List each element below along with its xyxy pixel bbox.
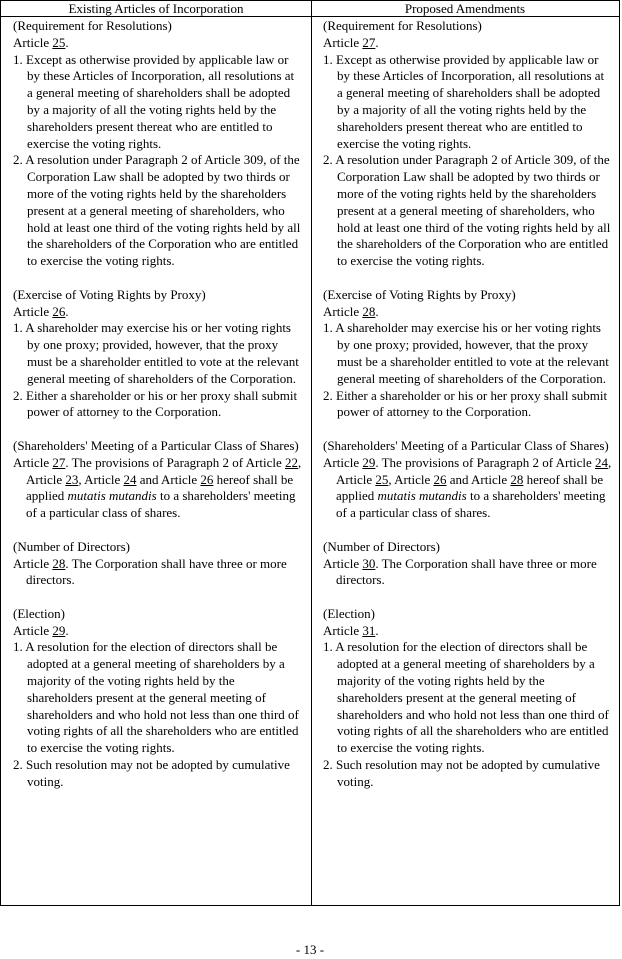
article-text: Article 29. The provisions of Paragraph 2 of Article 24, Article 25, Article 26 and Article 28 hereof shall be applied mutatis mutandis to a shareholders' meeting of a particular class of shares. <box>323 454 612 521</box>
proposed-requirement-section <box>323 18 613 270</box>
proposed-election-section <box>323 606 613 791</box>
paragraph-1: 1. A resolution for the election of directors shall be adopted at a general meeting of shareholders by a majority of the voting rights held by the shareholders present at the general meeting of shareholders and who hold not less than one third of voting rights of all the shareholders who are entitled to exercise the voting rights. <box>323 639 609 756</box>
proposed-directors-number-section <box>323 539 613 589</box>
article-number: Article 31. <box>323 622 379 638</box>
paragraph-2: 2. Either a shareholder or his or her proxy shall submit power of attorney to the Corporation. <box>13 387 298 420</box>
article-number: Article 29. <box>13 622 69 638</box>
existing-proxy-section <box>13 287 303 421</box>
paragraph-2: 2. A resolution under Paragraph 2 of Article 309, of the Corporation Law shall be adopted by two thirds or more of the voting rights held by the shareholders present at a general meeting of shareholders, who hold at least one third of the voting rights held by all the shareholders of the Corporation who are entitled to exercise the voting rights. <box>13 152 301 269</box>
existing-requirement-section <box>13 18 303 270</box>
column-divider <box>311 1 312 905</box>
paragraph-1: 1. A shareholder may exercise his or her voting rights by one proxy; provided, however, that the proxy must be a shareholder entitled to vote at the relevant general meeting of shareholders of the Corporation. <box>13 320 299 386</box>
section-heading: (Exercise of Voting Rights by Proxy) <box>13 286 206 302</box>
article-number: Article 27. <box>323 34 379 50</box>
proposed-proxy-section <box>323 287 613 421</box>
section-heading: (Election) <box>13 605 65 621</box>
paragraph-2: 2. Such resolution may not be adopted by cumulative voting. <box>323 757 600 789</box>
section-heading: (Shareholders' Meeting of a Particular Class of Shares) <box>323 437 609 453</box>
section-heading: (Requirement for Resolutions) <box>13 18 172 33</box>
existing-directors-number-section <box>13 539 303 589</box>
section-heading: (Election) <box>323 605 375 621</box>
paragraph-2: 2. Either a shareholder or his or her proxy shall submit power of attorney to the Corporation. <box>323 387 608 420</box>
existing-articles-column <box>13 18 303 807</box>
existing-class-meeting-section <box>13 438 303 522</box>
existing-election-section <box>13 606 303 791</box>
proposed-amendments-column <box>323 18 613 807</box>
proposed-column-header: Proposed Amendments <box>311 1 619 17</box>
article-text: Article 28. The Corporation shall have three or more directors. <box>13 555 287 588</box>
paragraph-2: 2. Such resolution may not be adopted by cumulative voting. <box>13 757 290 789</box>
page-number: - 13 - <box>295 942 325 957</box>
article-text: Article 30. The Corporation shall have three or more directors. <box>323 555 597 588</box>
paragraph-2: 2. A resolution under Paragraph 2 of Article 309, of the Corporation Law shall be adopted by two thirds or more of the voting rights held by the shareholders present at a general meeting of shareholders, who hold at least one third of the voting rights held by all the shareholders of the Corporation who are entitled to exercise the voting rights. <box>323 152 611 269</box>
section-heading: (Exercise of Voting Rights by Proxy) <box>323 286 516 302</box>
article-number: Article 25. <box>13 34 69 50</box>
article-number: Article 26. <box>13 303 69 319</box>
proposed-class-meeting-section <box>323 438 613 522</box>
section-heading: (Requirement for Resolutions) <box>323 18 482 33</box>
section-heading: (Number of Directors) <box>13 538 130 554</box>
paragraph-1: 1. Except as otherwise provided by applicable law or by these Articles of Incorporation, all resolutions at a general meeting of shareholders shall be adopted by a majority of all the voting rights held by the shareholders present thereat who are entitled to exercise the voting rights. <box>13 51 295 151</box>
existing-column-header: Existing Articles of Incorporation <box>1 1 311 17</box>
paragraph-1: 1. A resolution for the election of directors shall be adopted at a general meeting of shareholders by a majority of the voting rights held by the shareholders present at the general meeting of shareholders and who hold not less than one third of voting rights of all the shareholders who are entitled to exercise the voting rights. <box>13 639 299 756</box>
section-heading: (Number of Directors) <box>323 538 440 554</box>
article-text: Article 27. The provisions of Paragraph 2 of Article 22, Article 23, Article 24 and Article 26 hereof shall be applied mutatis mutandis to a shareholders' meeting of a particular class of shares. <box>13 454 302 521</box>
paragraph-1: 1. A shareholder may exercise his or her voting rights by one proxy; provided, however, that the proxy must be a shareholder entitled to vote at the relevant general meeting of shareholders of the Corporation. <box>323 320 609 386</box>
section-heading: (Shareholders' Meeting of a Particular Class of Shares) <box>13 437 299 453</box>
article-number: Article 28. <box>323 303 379 319</box>
paragraph-1: 1. Except as otherwise provided by applicable law or by these Articles of Incorporation, all resolutions at a general meeting of shareholders shall be adopted by a majority of all the voting rights held by the shareholders present thereat who are entitled to exercise the voting rights. <box>323 51 605 151</box>
